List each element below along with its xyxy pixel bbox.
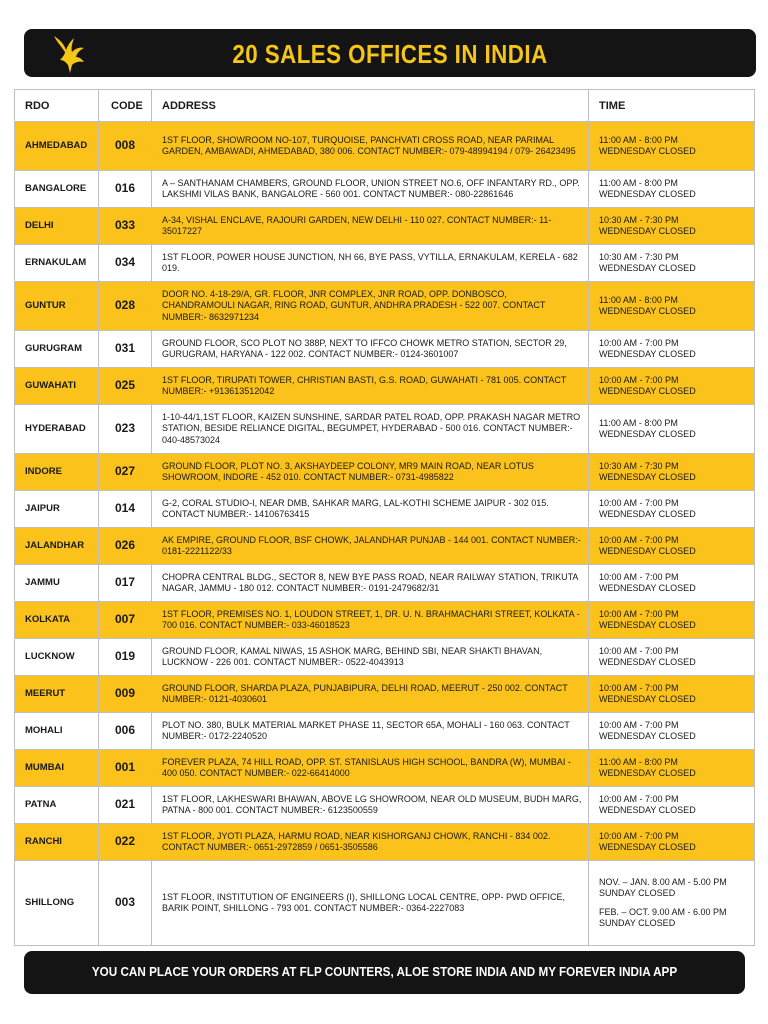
- table-row: [15, 824, 755, 861]
- table-row: [15, 171, 755, 208]
- table-row: [15, 676, 755, 713]
- table-row: [15, 528, 755, 565]
- table-row: [15, 639, 755, 676]
- code-cell: 021: [99, 787, 152, 824]
- address-cell: DOOR NO. 4-18-29/A, GR. FLOOR, JNR COMPLEX, JNR ROAD, OPP. DONBOSCO, CHANDRAMOULI NAGAR, RING ROAD, GUNTUR, ANDHRA PRADESH - 522 007. CONTACT NUMBER:- 8632971234: [152, 282, 589, 331]
- time-line: 10:00 AM - 7:00 PM: [599, 374, 679, 385]
- address-cell: 1ST FLOOR, POWER HOUSE JUNCTION, NH 66, BYE PASS, VYTILLA, ERNAKULAM, KERELA - 682 019.: [152, 245, 589, 282]
- code-cell: 016: [99, 171, 152, 208]
- time-line: 10:00 AM - 7:00 PM: [599, 497, 679, 508]
- sales-offices-table: [14, 89, 755, 946]
- time-line: WEDNESDAY CLOSED: [599, 657, 696, 667]
- time-cell: [589, 368, 755, 405]
- address-cell: GROUND FLOOR, SHARDA PLAZA, PUNJABIPURA, DELHI ROAD, MEERUT - 250 002. CONTACT NUMBER:- 0121-4030601: [152, 676, 589, 713]
- time-line: SUNDAY CLOSED: [599, 918, 676, 928]
- time-cell: [589, 454, 755, 491]
- footer-banner: [24, 951, 745, 994]
- time-cell: [589, 282, 755, 331]
- column-header-rdo: RDO: [15, 90, 99, 122]
- rdo-cell: DELHI: [15, 208, 99, 245]
- time-line: 10:30 AM - 7:30 PM: [599, 251, 679, 262]
- time-cell: [589, 639, 755, 676]
- time-cell: [589, 331, 755, 368]
- code-cell: 022: [99, 824, 152, 861]
- time-line: 11:00 AM - 8:00 PM: [599, 417, 678, 428]
- time-cell: [589, 787, 755, 824]
- time-line: 10:30 AM - 7:30 PM: [599, 460, 679, 471]
- table-header-row: [15, 90, 755, 122]
- time-line: 10:00 AM - 7:00 PM: [599, 645, 679, 656]
- address-cell: G-2, CORAL STUDIO-I, NEAR DMB, SAHKAR MARG, LAL-KOTHI SCHEME JAIPUR - 302 015. CONTACT NUMBER:- 14106763415: [152, 491, 589, 528]
- rdo-cell: JAMMU: [15, 565, 99, 602]
- time-line: WEDNESDAY CLOSED: [599, 189, 696, 199]
- time-line: WEDNESDAY CLOSED: [599, 226, 696, 236]
- time-line: WEDNESDAY CLOSED: [599, 546, 696, 556]
- time-line: 10:00 AM - 7:00 PM: [599, 793, 679, 804]
- code-cell: 027: [99, 454, 152, 491]
- time-cell: [589, 676, 755, 713]
- time-line: 10:00 AM - 7:00 PM: [599, 608, 679, 619]
- table-row: [15, 750, 755, 787]
- column-header-address: ADDRESS: [152, 90, 589, 122]
- time-line: NOV. – JAN. 8.00 AM - 5.00 PM: [599, 876, 727, 887]
- code-cell: 007: [99, 602, 152, 639]
- time-line: 11:00 AM - 8:00 PM: [599, 177, 678, 188]
- table-row: [15, 861, 755, 946]
- rdo-cell: JALANDHAR: [15, 528, 99, 565]
- code-cell: 025: [99, 368, 152, 405]
- time-line: WEDNESDAY CLOSED: [599, 429, 696, 439]
- rdo-cell: GUNTUR: [15, 282, 99, 331]
- time-line: 11:00 AM - 8:00 PM: [599, 294, 678, 305]
- code-cell: 001: [99, 750, 152, 787]
- rdo-cell: MEERUT: [15, 676, 99, 713]
- rdo-cell: LUCKNOW: [15, 639, 99, 676]
- rdo-cell: BANGALORE: [15, 171, 99, 208]
- time-cell: [589, 245, 755, 282]
- time-cell: [589, 602, 755, 639]
- time-line: 11:00 AM - 8:00 PM: [599, 756, 678, 767]
- header-banner: [24, 29, 756, 77]
- table-row: [15, 491, 755, 528]
- rdo-cell: GURUGRAM: [15, 331, 99, 368]
- time-line: WEDNESDAY CLOSED: [599, 842, 696, 852]
- column-header-code: CODE: [99, 90, 152, 122]
- time-line: 10:00 AM - 7:00 PM: [599, 682, 679, 693]
- page-title: 20 SALES OFFICES IN INDIA: [232, 39, 548, 69]
- address-cell: GROUND FLOOR, PLOT NO. 3, AKSHAYDEEP COLONY, MR9 MAIN ROAD, NEAR LOTUS SHOWROOM, INDORE - 452 010. CONTACT NUMBER:- 0731-4985822: [152, 454, 589, 491]
- time-line: WEDNESDAY CLOSED: [599, 805, 696, 815]
- address-cell: 1ST FLOOR, TIRUPATI TOWER, CHRISTIAN BASTI, G.S. ROAD, GUWAHATI - 781 005. CONTACT NUMBER:- +913613512042: [152, 368, 589, 405]
- table-row: [15, 368, 755, 405]
- table-row: [15, 787, 755, 824]
- time-line: WEDNESDAY CLOSED: [599, 731, 696, 741]
- time-line: WEDNESDAY CLOSED: [599, 583, 696, 593]
- code-cell: 031: [99, 331, 152, 368]
- time-line: WEDNESDAY CLOSED: [599, 509, 696, 519]
- time-line: WEDNESDAY CLOSED: [599, 694, 696, 704]
- rdo-cell: JAIPUR: [15, 491, 99, 528]
- code-cell: 017: [99, 565, 152, 602]
- address-cell: A – SANTHANAM CHAMBERS, GROUND FLOOR, UNION STREET NO.6, OFF INFANTARY RD., OPP. LAKSHMI VILAS BANK, BANGALORE - 560 001. CONTACT NUMBER:- 080-22861646: [152, 171, 589, 208]
- footer-text: YOU CAN PLACE YOUR ORDERS AT FLP COUNTERS, ALOE STORE INDIA AND MY FOREVER INDIA APP: [91, 964, 678, 979]
- code-cell: 033: [99, 208, 152, 245]
- address-cell: 1ST FLOOR, INSTITUTION OF ENGINEERS (I), SHILLONG LOCAL CENTRE, OPP- PWD OFFICE, BARIK POINT, SHILLONG - 793 001. CONTACT NUMBER:- 0364-2227083: [152, 861, 589, 946]
- code-cell: 026: [99, 528, 152, 565]
- address-cell: GROUND FLOOR, SCO PLOT NO 388P, NEXT TO IFFCO CHOWK METRO STATION, SECTOR 29, GURUGRAM, HARYANA - 122 002. CONTACT NUMBER:- 0124-3601007: [152, 331, 589, 368]
- time-cell: [589, 122, 755, 171]
- time-block: [599, 907, 748, 930]
- time-line: 10:00 AM - 7:00 PM: [599, 534, 679, 545]
- code-cell: 028: [99, 282, 152, 331]
- time-cell: [589, 750, 755, 787]
- time-cell: [589, 171, 755, 208]
- table-row: [15, 282, 755, 331]
- table-row: [15, 713, 755, 750]
- time-cell: [589, 861, 755, 946]
- time-line: WEDNESDAY CLOSED: [599, 263, 696, 273]
- rdo-cell: PATNA: [15, 787, 99, 824]
- table-row: [15, 565, 755, 602]
- time-cell: [589, 713, 755, 750]
- time-line: 10:00 AM - 7:00 PM: [599, 571, 679, 582]
- address-cell: CHOPRA CENTRAL BLDG., SECTOR 8, NEW BYE PASS ROAD, NEAR RAILWAY STATION, TRIKUTA NAGAR, JAMMU - 180 012. CONTACT NUMBER:- 0191-2479682/31: [152, 565, 589, 602]
- time-line: WEDNESDAY CLOSED: [599, 768, 696, 778]
- time-line: 10:00 AM - 7:00 PM: [599, 719, 679, 730]
- table-row: [15, 405, 755, 454]
- time-line: FEB. – OCT. 9.00 AM - 6.00 PM: [599, 906, 727, 917]
- rdo-cell: MOHALI: [15, 713, 99, 750]
- rdo-cell: SHILLONG: [15, 861, 99, 946]
- code-cell: 008: [99, 122, 152, 171]
- code-cell: 023: [99, 405, 152, 454]
- rdo-cell: RANCHI: [15, 824, 99, 861]
- rdo-cell: MUMBAI: [15, 750, 99, 787]
- address-cell: A-34, VISHAL ENCLAVE, RAJOURI GARDEN, NEW DELHI - 110 027. CONTACT NUMBER:- 11-35017227: [152, 208, 589, 245]
- rdo-cell: ERNAKULAM: [15, 245, 99, 282]
- table-body: [15, 122, 755, 946]
- address-cell: 1-10-44/1,1ST FLOOR, KAIZEN SUNSHINE, SARDAR PATEL ROAD, OPP. PRAKASH NAGAR METRO STATION, BESIDE RELIANCE DIGITAL, BEGUMPET, HYDERABAD - 500 016. CONTACT NUMBER:- 040-48573024: [152, 405, 589, 454]
- time-line: SUNDAY CLOSED: [599, 888, 676, 898]
- time-cell: [589, 824, 755, 861]
- time-line: WEDNESDAY CLOSED: [599, 472, 696, 482]
- time-line: 10:30 AM - 7:30 PM: [599, 214, 679, 225]
- table-row: [15, 331, 755, 368]
- time-line: WEDNESDAY CLOSED: [599, 349, 696, 359]
- address-cell: 1ST FLOOR, LAKHESWARI BHAWAN, ABOVE LG SHOWROOM, NEAR OLD MUSEUM, BUDH MARG, PATNA - 800 001. CONTACT NUMBER:- 6123500559: [152, 787, 589, 824]
- address-cell: 1ST FLOOR, SHOWROOM NO-107, TURQUOISE, PANCHVATI CROSS ROAD, NEAR PARIMAL GARDEN, AMBAWADI, AHMEDABAD, 380 006. CONTACT NUMBER:- 079-48994194 / 079- 26423495: [152, 122, 589, 171]
- time-cell: [589, 491, 755, 528]
- address-cell: GROUND FLOOR, KAMAL NIWAS, 15 ASHOK MARG, BEHIND SBI, NEAR SHAKTI BHAVAN, LUCKNOW - 226 001. CONTACT NUMBER:- 0522-4043913: [152, 639, 589, 676]
- time-line: WEDNESDAY CLOSED: [599, 306, 696, 316]
- code-cell: 009: [99, 676, 152, 713]
- rdo-cell: INDORE: [15, 454, 99, 491]
- time-cell: [589, 528, 755, 565]
- code-cell: 034: [99, 245, 152, 282]
- table-row: [15, 245, 755, 282]
- table-row: [15, 208, 755, 245]
- time-line: 11:00 AM - 8:00 PM: [599, 134, 678, 145]
- time-cell: [589, 565, 755, 602]
- table-row: [15, 122, 755, 171]
- address-cell: PLOT NO. 380, BULK MATERIAL MARKET PHASE 11, SECTOR 65A, MOHALI - 160 063. CONTACT NUMBER:- 0172-2240520: [152, 713, 589, 750]
- time-line: WEDNESDAY CLOSED: [599, 146, 696, 156]
- code-cell: 014: [99, 491, 152, 528]
- code-cell: 019: [99, 639, 152, 676]
- time-line: 10:00 AM - 7:00 PM: [599, 337, 679, 348]
- address-cell: 1ST FLOOR, JYOTI PLAZA, HARMU ROAD, NEAR KISHORGANJ CHOWK, RANCHI - 834 002. CONTACT NUMBER:- 0651-2972859 / 0651-3505586: [152, 824, 589, 861]
- time-line: 10:00 AM - 7:00 PM: [599, 830, 679, 841]
- address-cell: 1ST FLOOR, PREMISES NO. 1, LOUDON STREET, 1, DR. U. N. BRAHMACHARI STREET, KOLKATA - 700 016. CONTACT NUMBER:- 033-46018523: [152, 602, 589, 639]
- time-block: [599, 877, 748, 900]
- rdo-cell: GUWAHATI: [15, 368, 99, 405]
- address-cell: AK EMPIRE, GROUND FLOOR, BSF CHOWK, JALANDHAR PUNJAB - 144 001. CONTACT NUMBER:- 0181-2221122/33: [152, 528, 589, 565]
- rdo-cell: KOLKATA: [15, 602, 99, 639]
- table-row: [15, 454, 755, 491]
- time-cell: [589, 208, 755, 245]
- column-header-time: TIME: [589, 90, 755, 122]
- rdo-cell: AHMEDABAD: [15, 122, 99, 171]
- address-cell: FOREVER PLAZA, 74 HILL ROAD, OPP. ST. STANISLAUS HIGH SCHOOL, BANDRA (W), MUMBAI - 400 050. CONTACT NUMBER:- 022-66414000: [152, 750, 589, 787]
- time-line: WEDNESDAY CLOSED: [599, 620, 696, 630]
- rdo-cell: HYDERABAD: [15, 405, 99, 454]
- time-cell: [589, 405, 755, 454]
- table-row: [15, 602, 755, 639]
- code-cell: 006: [99, 713, 152, 750]
- code-cell: 003: [99, 861, 152, 946]
- time-line: WEDNESDAY CLOSED: [599, 386, 696, 396]
